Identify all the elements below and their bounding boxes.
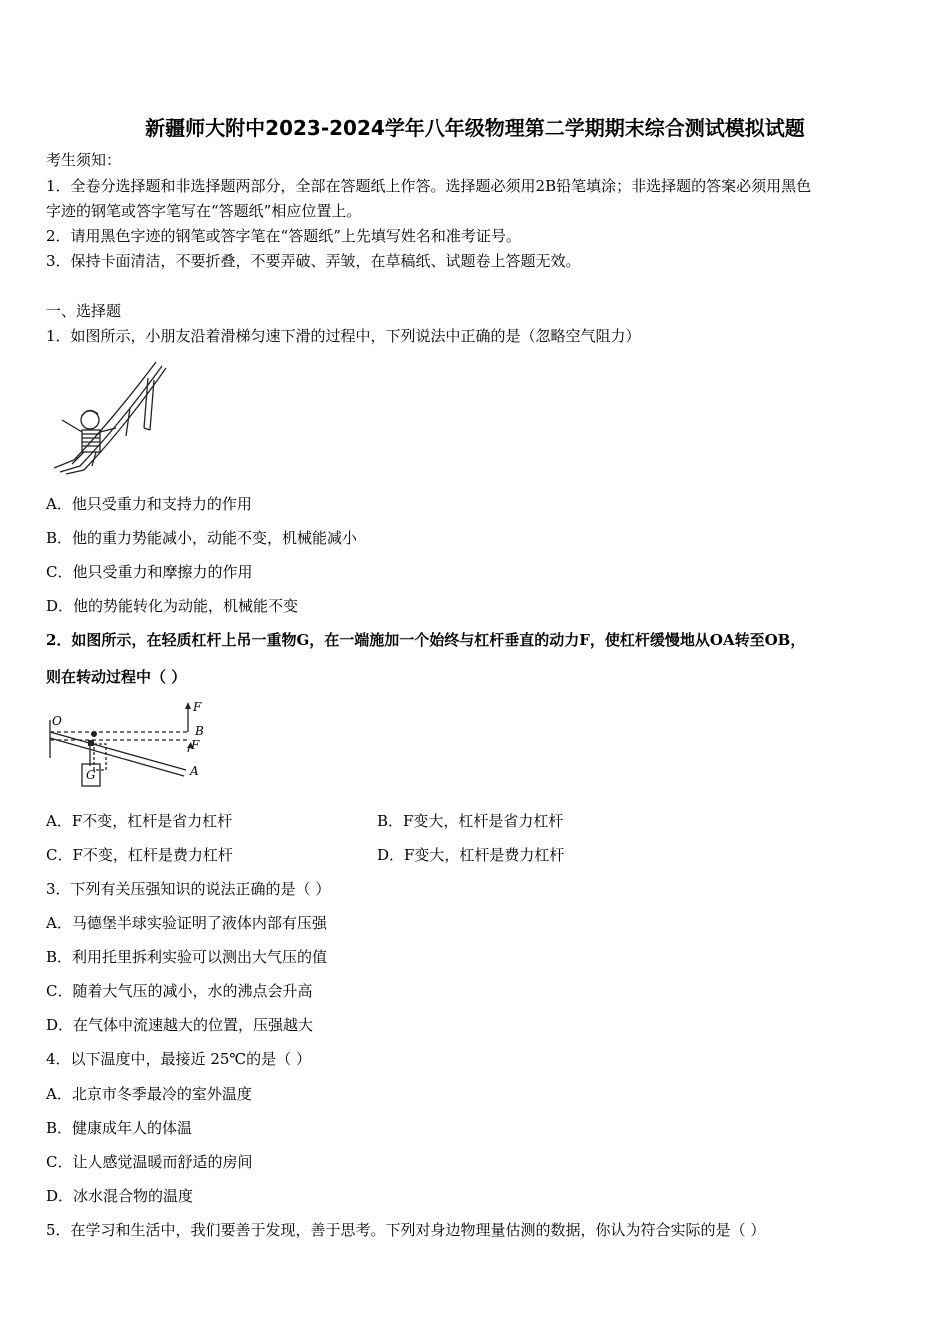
question-3-stem: 3．下列有关压强知识的说法正确的是（ ） [46,880,331,898]
question-4-option: D．冰水混合物的温度 [46,1187,194,1205]
section-heading: 一、选择题 [46,302,122,320]
question-3-option: A．马德堡半球实验证明了液体内部有压强 [46,914,327,932]
question-4-option: B．健康成年人的体温 [46,1119,193,1137]
question-3-option: B．利用托里拆利实验可以测出大气压的值 [46,948,328,966]
question-1-option: C．他只受重力和摩擦力的作用 [46,563,253,581]
question-1-option: A．他只受重力和支持力的作用 [46,495,252,513]
question-3-option: C．随着大气压的减小，水的沸点会升高 [46,982,313,1000]
lever-figure [44,700,214,792]
question-1-option: B．他的重力势能减小，动能不变，机械能减小 [46,529,358,547]
label-f-top: F [193,700,202,714]
question-1-stem: 1．如图所示，小朋友沿着滑梯匀速下滑的过程中，下列说法中正确的是（忽略空气阻力） [46,327,641,345]
question-2-option: D．F变大，杠杆是费力杠杆 [377,846,565,864]
question-4-option: A．北京市冬季最冷的室外温度 [46,1085,252,1103]
question-3-option: D．在气体中流速越大的位置，压强越大 [46,1016,314,1034]
notice-item: 3．保持卡面清洁，不要折叠，不要弄破、弄皱，在草稿纸、试题卷上答题无效。 [46,252,581,270]
label-a: A [190,764,199,778]
label-g: G [86,768,96,782]
notice-item: 字迹的钢笔或答字笔写在“答题纸”相应位置上。 [46,202,362,220]
question-2-stem-continued: 则在转动过程中（ ） [46,668,187,686]
question-4-option: C．让人感觉温暖而舒适的房间 [46,1153,253,1171]
label-o: O [52,714,62,728]
question-2-option: C．F不变，杠杆是费力杠杆 [46,846,233,864]
exam-title: 新疆师大附中2023-2024学年八年级物理第二学期期末综合测试模拟试题 [145,116,805,140]
notice-heading: 考生须知： [46,151,122,169]
question-4-stem: 4．以下温度中，最接近 25℃的是（ ） [46,1050,311,1068]
slide-figure [44,358,170,476]
notice-item: 1．全卷分选择题和非选择题两部分，全部在答题纸上作答。选择题必须用2B铅笔填涂；非选择题的答案必须用黑色 [46,177,812,195]
question-2-option: B．F变大，杠杆是省力杠杆 [377,812,564,830]
question-1-option: D．他的势能转化为动能，机械能不变 [46,597,299,615]
question-2-stem: 2．如图所示，在轻质杠杆上吊一重物G，在一端施加一个始终与杠杆垂直的动力F，使杠杆缓慢地从OA转至OB， [46,631,806,649]
question-5-stem: 5．在学习和生活中，我们要善于发现，善于思考。下列对身边物理量估测的数据，你认为符合实际的是（ ） [46,1221,766,1239]
label-b: B [195,724,204,738]
notice-item: 2．请用黑色字迹的钢笔或答字笔在“答题纸”上先填写姓名和准考证号。 [46,227,521,245]
question-2-option: A．F不变，杠杆是省力杠杆 [46,812,233,830]
label-f-mid: F [191,738,200,752]
